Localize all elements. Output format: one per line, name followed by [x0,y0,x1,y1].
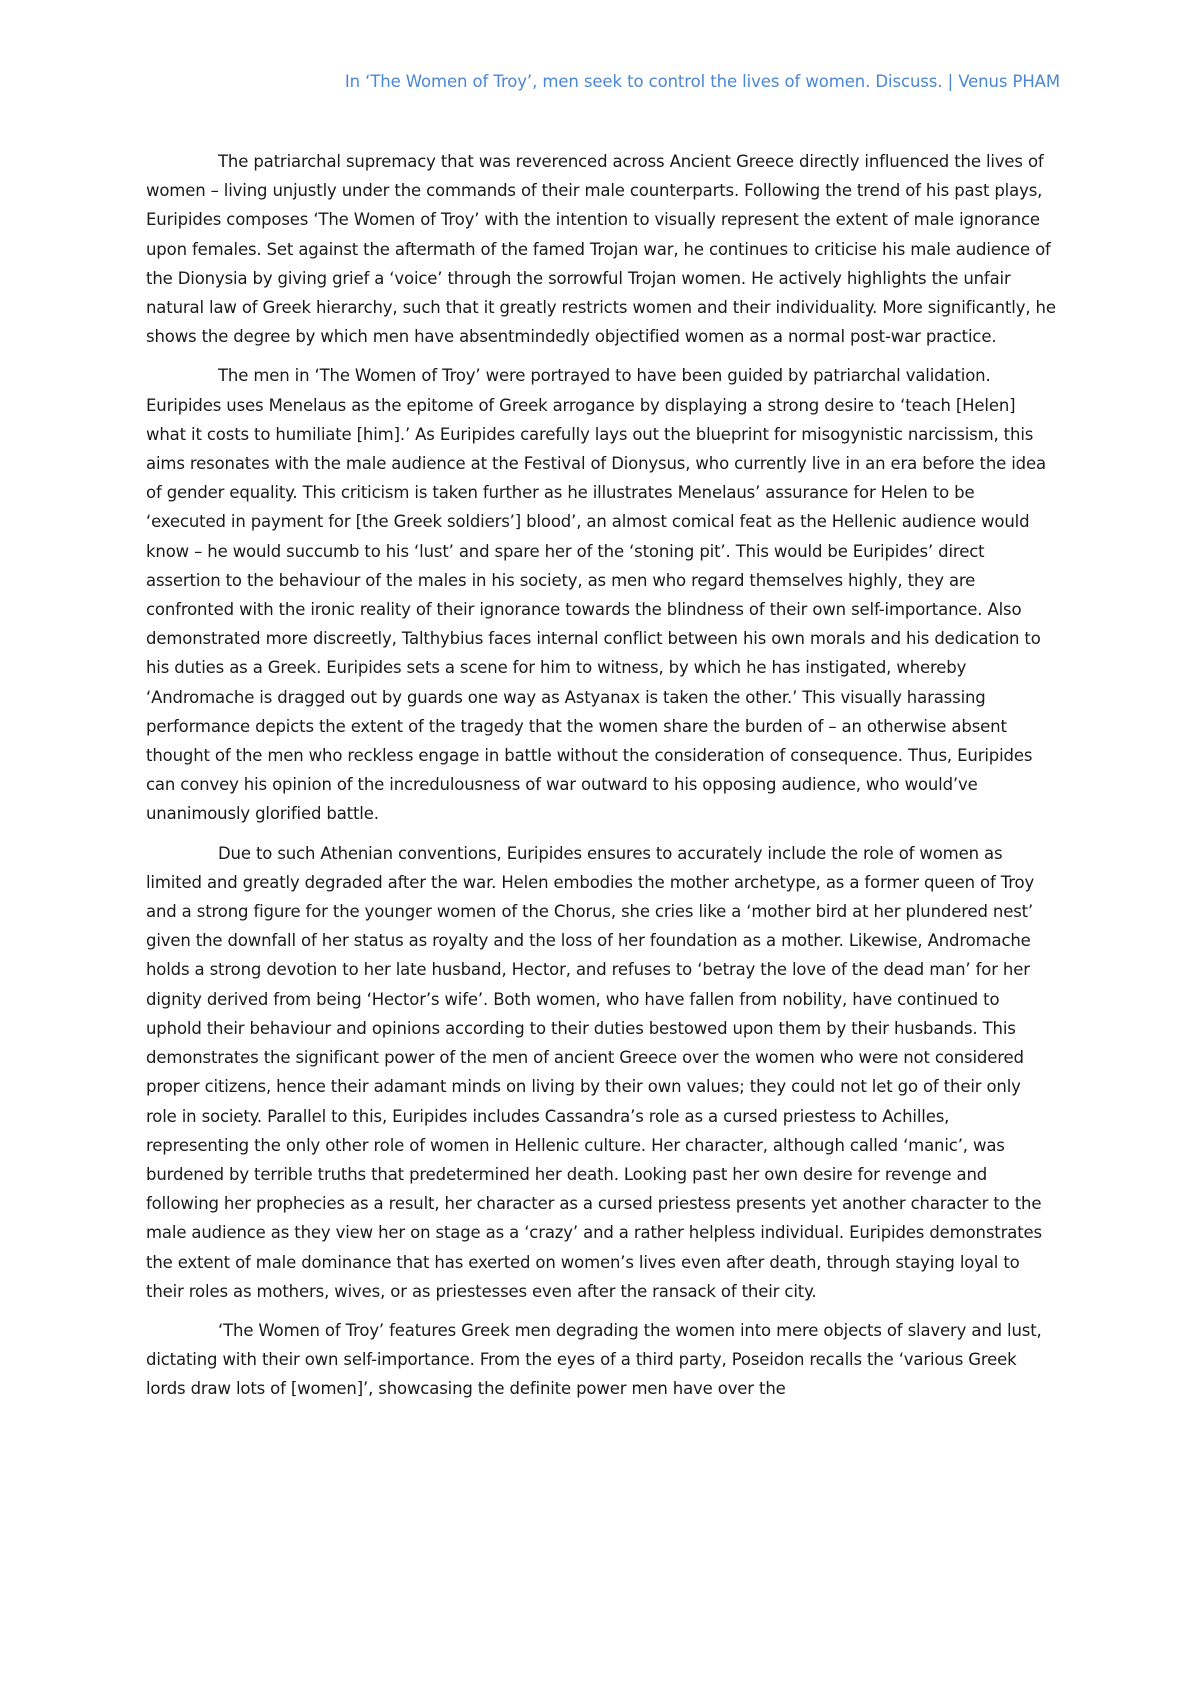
paragraph-2: The men in ‘The Women of Troy’ were portrayed to have been guided by patriarchal validation. Euripides uses Menelaus as the epitome of Greek arrogance by displaying a strong desire to ‘teach [Helen] what it costs to humiliate [him].’ As Euripides carefully lays out the blueprint for misogynistic narcissism, this aims resonates with the male audience at the Festival of Dionysus, who currently live in an era before the idea of gender equality. This criticism is taken further as he illustrates Menelaus’ assurance for Helen to be ‘executed in payment for [the Greek soldiers’] blood’, an almost comical feat as the Hellenic audience would know – he would succumb to his ‘lust’ and spare her of the ‘stoning pit’. This would be Euripides’ direct assertion to the behaviour of the males in his society, as men who regard themselves highly, they are confronted with the ironic reality of their ignorance towards the blindness of their own self-importance. Also demonstrated more discreetly, Talthybius faces internal conflict between his own morals and his dedication to his duties as a Greek. Euripides sets a scene for him to witness, by which he has instigated, whereby ‘Andromache is dragged out by guards one way as Astyanax is taken the other.’ This visually harassing performance depicts the extent of the tragedy that the women share the burden of – an otherwise absent thought of the men who reckless engage in battle without the consideration of consequence. Thus, Euripides can convey his opinion of the incredulousness of war outward to his opposing audience, who would’ve unanimously glorified battle. [146,366,1046,824]
paragraph-3: Due to such Athenian conventions, Euripides ensures to accurately include the role of women as limited and greatly degraded after the war. Helen embodies the mother archetype, as a former queen of Troy and a strong figure for the younger women of the Chorus, she cries like a ‘mother bird at her plundered nest’ given the downfall of her status as royalty and the loss of her foundation as a mother. Likewise, Andromache holds a strong devotion to her late husband, Hector, and refuses to ‘betray the love of the dead man’ for her dignity derived from being ‘Hector’s wife’. Both women, who have fallen from nobility, have continued to uphold their behaviour and opinions according to their duties bestowed upon them by their husbands. This demonstrates the significant power of the men of ancient Greece over the women who were not considered proper citizens, hence their adamant minds on living by their own values; they could not let go of their only role in society. Parallel to this, Euripides includes Cassandra’s role as a cursed priestess to Achilles, representing the only other role of women in Hellenic culture. Her character, although called ‘manic’, was burdened by terrible truths that predetermined her death. Looking past her own desire for revenge and following her prophecies as a result, her character as a cursed priestess presents yet another character to the male audience as they view her on stage as a ‘crazy’ and a rather helpless individual. Euripides demonstrates the extent of male dominance that has exerted on women’s lives even after death, through staying loyal to their roles as mothers, wives, or as priestesses even after the ransack of their city. [146,843,1042,1301]
page-header: In ‘The Women of Troy’, men seek to control the lives of women. Discuss. | Venus PHAM [344,72,1060,91]
paragraph-1: The patriarchal supremacy that was reverenced across Ancient Greece directly influenced the lives of women – living unjustly under the commands of their male counterparts. Following the trend of his past plays, Euripides composes ‘The Women of Troy’ with the intention to visually represent the extent of male ignorance upon females. Set against the aftermath of the famed Trojan war, he continues to criticise his male audience of the Dionysia by giving grief a ‘voice’ through the sorrowful Trojan women. He actively highlights the unfair natural law of Greek hierarchy, such that it greatly restricts women and their individuality. More significantly, he shows the degree by which men have absentmindedly objectified women as a normal post-war practice. [146,152,1056,347]
essay-body [146,147,1056,1414]
paragraph-4: ‘The Women of Troy’ features Greek men degrading the women into mere objects of slavery and lust, dictating with their own self-importance. From the eyes of a third party, Poseidon recalls the ‘various Greek lords draw lots of [women]’, showcasing the definite power men have over the [146,1320,1042,1399]
